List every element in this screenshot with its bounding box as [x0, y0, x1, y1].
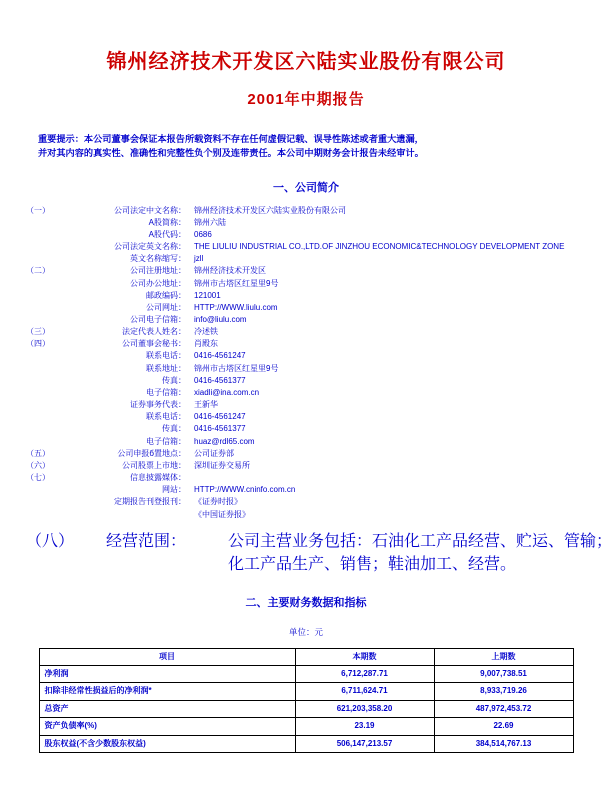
- profile-row: [0, 350, 612, 362]
- profile-row-label: 邮政编码：: [146, 290, 186, 300]
- important-notice: [0, 109, 612, 161]
- business-scope-value: 公司主营业务包括：石油化工产品经营、贮运、管输；化工产品生产、销售；鞋油加工、经营。: [228, 532, 612, 573]
- profile-row-index: （七）: [26, 473, 50, 483]
- cell-item-name: 总资产: [39, 700, 295, 717]
- profile-row-label: A股简称：: [148, 217, 186, 227]
- cell-item-name: 股东权益(不含少数股东权益): [39, 735, 295, 752]
- profile-row-label: 传真：: [162, 424, 186, 434]
- profile-row-index: （二）: [26, 266, 50, 276]
- section-heading-company-profile: 一、公司简介: [273, 181, 339, 194]
- profile-row-label: 网站：: [162, 485, 186, 495]
- profile-row-value: jzll: [194, 254, 204, 264]
- profile-row-value: 王新华: [194, 400, 218, 410]
- profile-row-value: THE LIULIU INDUSTRIAL CO.,LTD.OF JINZHOU ECONOMIC&TECHNOLOGY DEVELOPMENT ZONE: [194, 242, 565, 252]
- profile-row-value: 0416-4561377: [194, 375, 246, 385]
- business-scope-index: （八）: [26, 532, 75, 550]
- profile-row: [0, 253, 612, 265]
- profile-row-label: 公司董事会秘书：: [122, 339, 186, 349]
- profile-row-label: 英文名称缩写：: [130, 254, 186, 264]
- profile-row-label: 传真：: [162, 375, 186, 385]
- column-header-previous: 上期数: [434, 648, 573, 665]
- page-subtitle: 2001年中期报告: [247, 91, 365, 108]
- profile-row-value: 深圳证券交易所: [194, 460, 250, 470]
- profile-row: [0, 496, 612, 508]
- profile-row: [0, 472, 612, 484]
- column-header-item: 项目: [39, 648, 295, 665]
- profile-row-label: 电子信箱：: [146, 436, 186, 446]
- profile-row-label: 联系电话：: [146, 351, 186, 361]
- profile-row-label: 公司申报б置地点：: [117, 448, 186, 458]
- profile-row: [0, 290, 612, 302]
- section-heading-financial-data: 二、主要财务数据和指标: [245, 596, 367, 609]
- profile-row-label: 公司电子信箱：: [130, 315, 186, 324]
- profile-row: [0, 387, 612, 399]
- profile-row-index: （五）: [26, 448, 50, 458]
- cell-previous-value: 9,007,738.51: [434, 666, 573, 683]
- profile-row-label: 公司法定英文名称：: [114, 242, 186, 252]
- profile-row-label: 联系地址：: [146, 363, 186, 373]
- cell-current-value: 6,712,287.71: [295, 666, 434, 683]
- profile-row-value: 肖殿东: [194, 339, 218, 349]
- profile-row-value: 锦州市古塔区红星里9号: [194, 363, 279, 373]
- profile-row-value: xiadli@ina.com.cn: [194, 387, 260, 397]
- cell-previous-value: 384,514,767.13: [434, 735, 573, 752]
- cell-current-value: 506,147,213.57: [295, 735, 434, 752]
- cell-previous-value: 8,933,719.26: [434, 683, 573, 700]
- profile-row-label: 公司办公地址：: [130, 278, 186, 288]
- profile-row-value: huaz@rdl65.com: [194, 436, 255, 446]
- profile-row: [0, 375, 612, 387]
- profile-row-value: 公司证券部: [194, 448, 234, 458]
- cell-previous-value: 22.69: [434, 718, 573, 735]
- profile-row-value: 《证券时报》: [194, 497, 242, 507]
- cell-current-value: 621,203,358.20: [295, 700, 434, 717]
- profile-row-index: （六）: [26, 460, 50, 470]
- cell-item-name: 资产负债率(%): [39, 718, 295, 735]
- table-row: [39, 718, 573, 735]
- profile-row-value: info@liulu.com: [194, 315, 247, 324]
- profile-row: [0, 411, 612, 423]
- table-row: [39, 700, 573, 717]
- profile-row-index: （三）: [26, 327, 50, 337]
- profile-row: [0, 460, 612, 472]
- profile-row-value: 0686: [194, 229, 212, 239]
- cell-item-name: 净利润: [39, 666, 295, 683]
- cell-current-value: 23.19: [295, 718, 434, 735]
- profile-row-value: 锦州经济技术开发区: [194, 266, 266, 276]
- company-profile-list: [0, 195, 612, 521]
- profile-row-value: 121001: [194, 290, 221, 300]
- profile-row-value: 《中国证券报》: [194, 509, 250, 519]
- profile-row-value: HTTP://WWW.cninfo.com.cn: [194, 485, 296, 495]
- profile-row: [0, 326, 612, 338]
- profile-row-value: HTTP://WWW.liulu.com: [194, 302, 278, 312]
- profile-row-value: 0416-4561247: [194, 412, 246, 422]
- profile-row-label: 公司网址：: [146, 302, 186, 312]
- table-unit-label: 单位：元: [288, 626, 323, 637]
- profile-row: [0, 302, 612, 314]
- profile-row-label: 联系电话：: [146, 412, 186, 422]
- cell-previous-value: 487,972,453.72: [434, 700, 573, 717]
- profile-row: [0, 436, 612, 448]
- profile-row-label: 公司注册地址：: [130, 266, 186, 276]
- profile-row: [0, 509, 612, 521]
- profile-row: [0, 229, 612, 241]
- profile-row-label: 信息披露媒体：: [130, 473, 186, 483]
- profile-row-label: 证券事务代表：: [130, 400, 186, 410]
- profile-row-value: 锦州经济技术开发区六陆实业股份有限公司: [194, 205, 346, 215]
- table-header-row: [39, 648, 573, 665]
- profile-row: [0, 363, 612, 375]
- table-row: [39, 683, 573, 700]
- profile-row-label: 公司法定中文名称：: [114, 205, 186, 215]
- profile-row-index: （四）: [26, 339, 50, 349]
- notice-line-1: 重要提示：本公司董事会保证本报告所载资料不存在任何虚假记载、误导性陈述或者重大遗漏，: [38, 134, 424, 144]
- profile-row: [0, 217, 612, 229]
- profile-row-label: 法定代表人姓名：: [122, 327, 186, 337]
- profile-row-value: 锦州市古塔区红星里9号: [194, 278, 279, 288]
- profile-row-value: 冷述铁: [194, 327, 218, 337]
- profile-row-value: 锦州六陆: [194, 217, 226, 227]
- profile-row-index: （一）: [26, 205, 50, 215]
- profile-row: [0, 241, 612, 253]
- profile-row: [0, 399, 612, 411]
- profile-row-label: 公司股票上市地：: [122, 460, 186, 470]
- profile-row: [0, 484, 612, 496]
- cell-current-value: 6,711,624.71: [295, 683, 434, 700]
- profile-row-value: 0416-4561377: [194, 424, 246, 434]
- notice-line-2: 并对其内容的真实性、准确性和完整性负个别及连带责任。本公司中期财务会计报告未经审计。: [38, 147, 424, 158]
- profile-row: [0, 448, 612, 460]
- page-title: 锦州经济技术开发区六陆实业股份有限公司: [106, 51, 506, 73]
- profile-row-label: A股代码：: [148, 229, 186, 239]
- profile-row: [0, 423, 612, 435]
- profile-row-label: 电子信箱：: [146, 387, 186, 397]
- profile-row: [0, 278, 612, 290]
- financial-summary-table: [39, 648, 574, 753]
- cell-item-name: 扣除非经常性损益后的净利润*: [39, 683, 295, 700]
- profile-row: [0, 265, 612, 277]
- profile-row: [0, 205, 612, 217]
- business-scope-row: [0, 528, 612, 574]
- profile-row-label: 定期报告刊登报刊：: [114, 497, 186, 507]
- table-row: [39, 735, 573, 752]
- table-row: [39, 666, 573, 683]
- business-scope-label: 经营范围：: [105, 532, 186, 550]
- column-header-current: 本期数: [295, 648, 434, 665]
- profile-row: [0, 314, 612, 326]
- profile-row-value: 0416-4561247: [194, 351, 246, 361]
- profile-row: [0, 338, 612, 350]
